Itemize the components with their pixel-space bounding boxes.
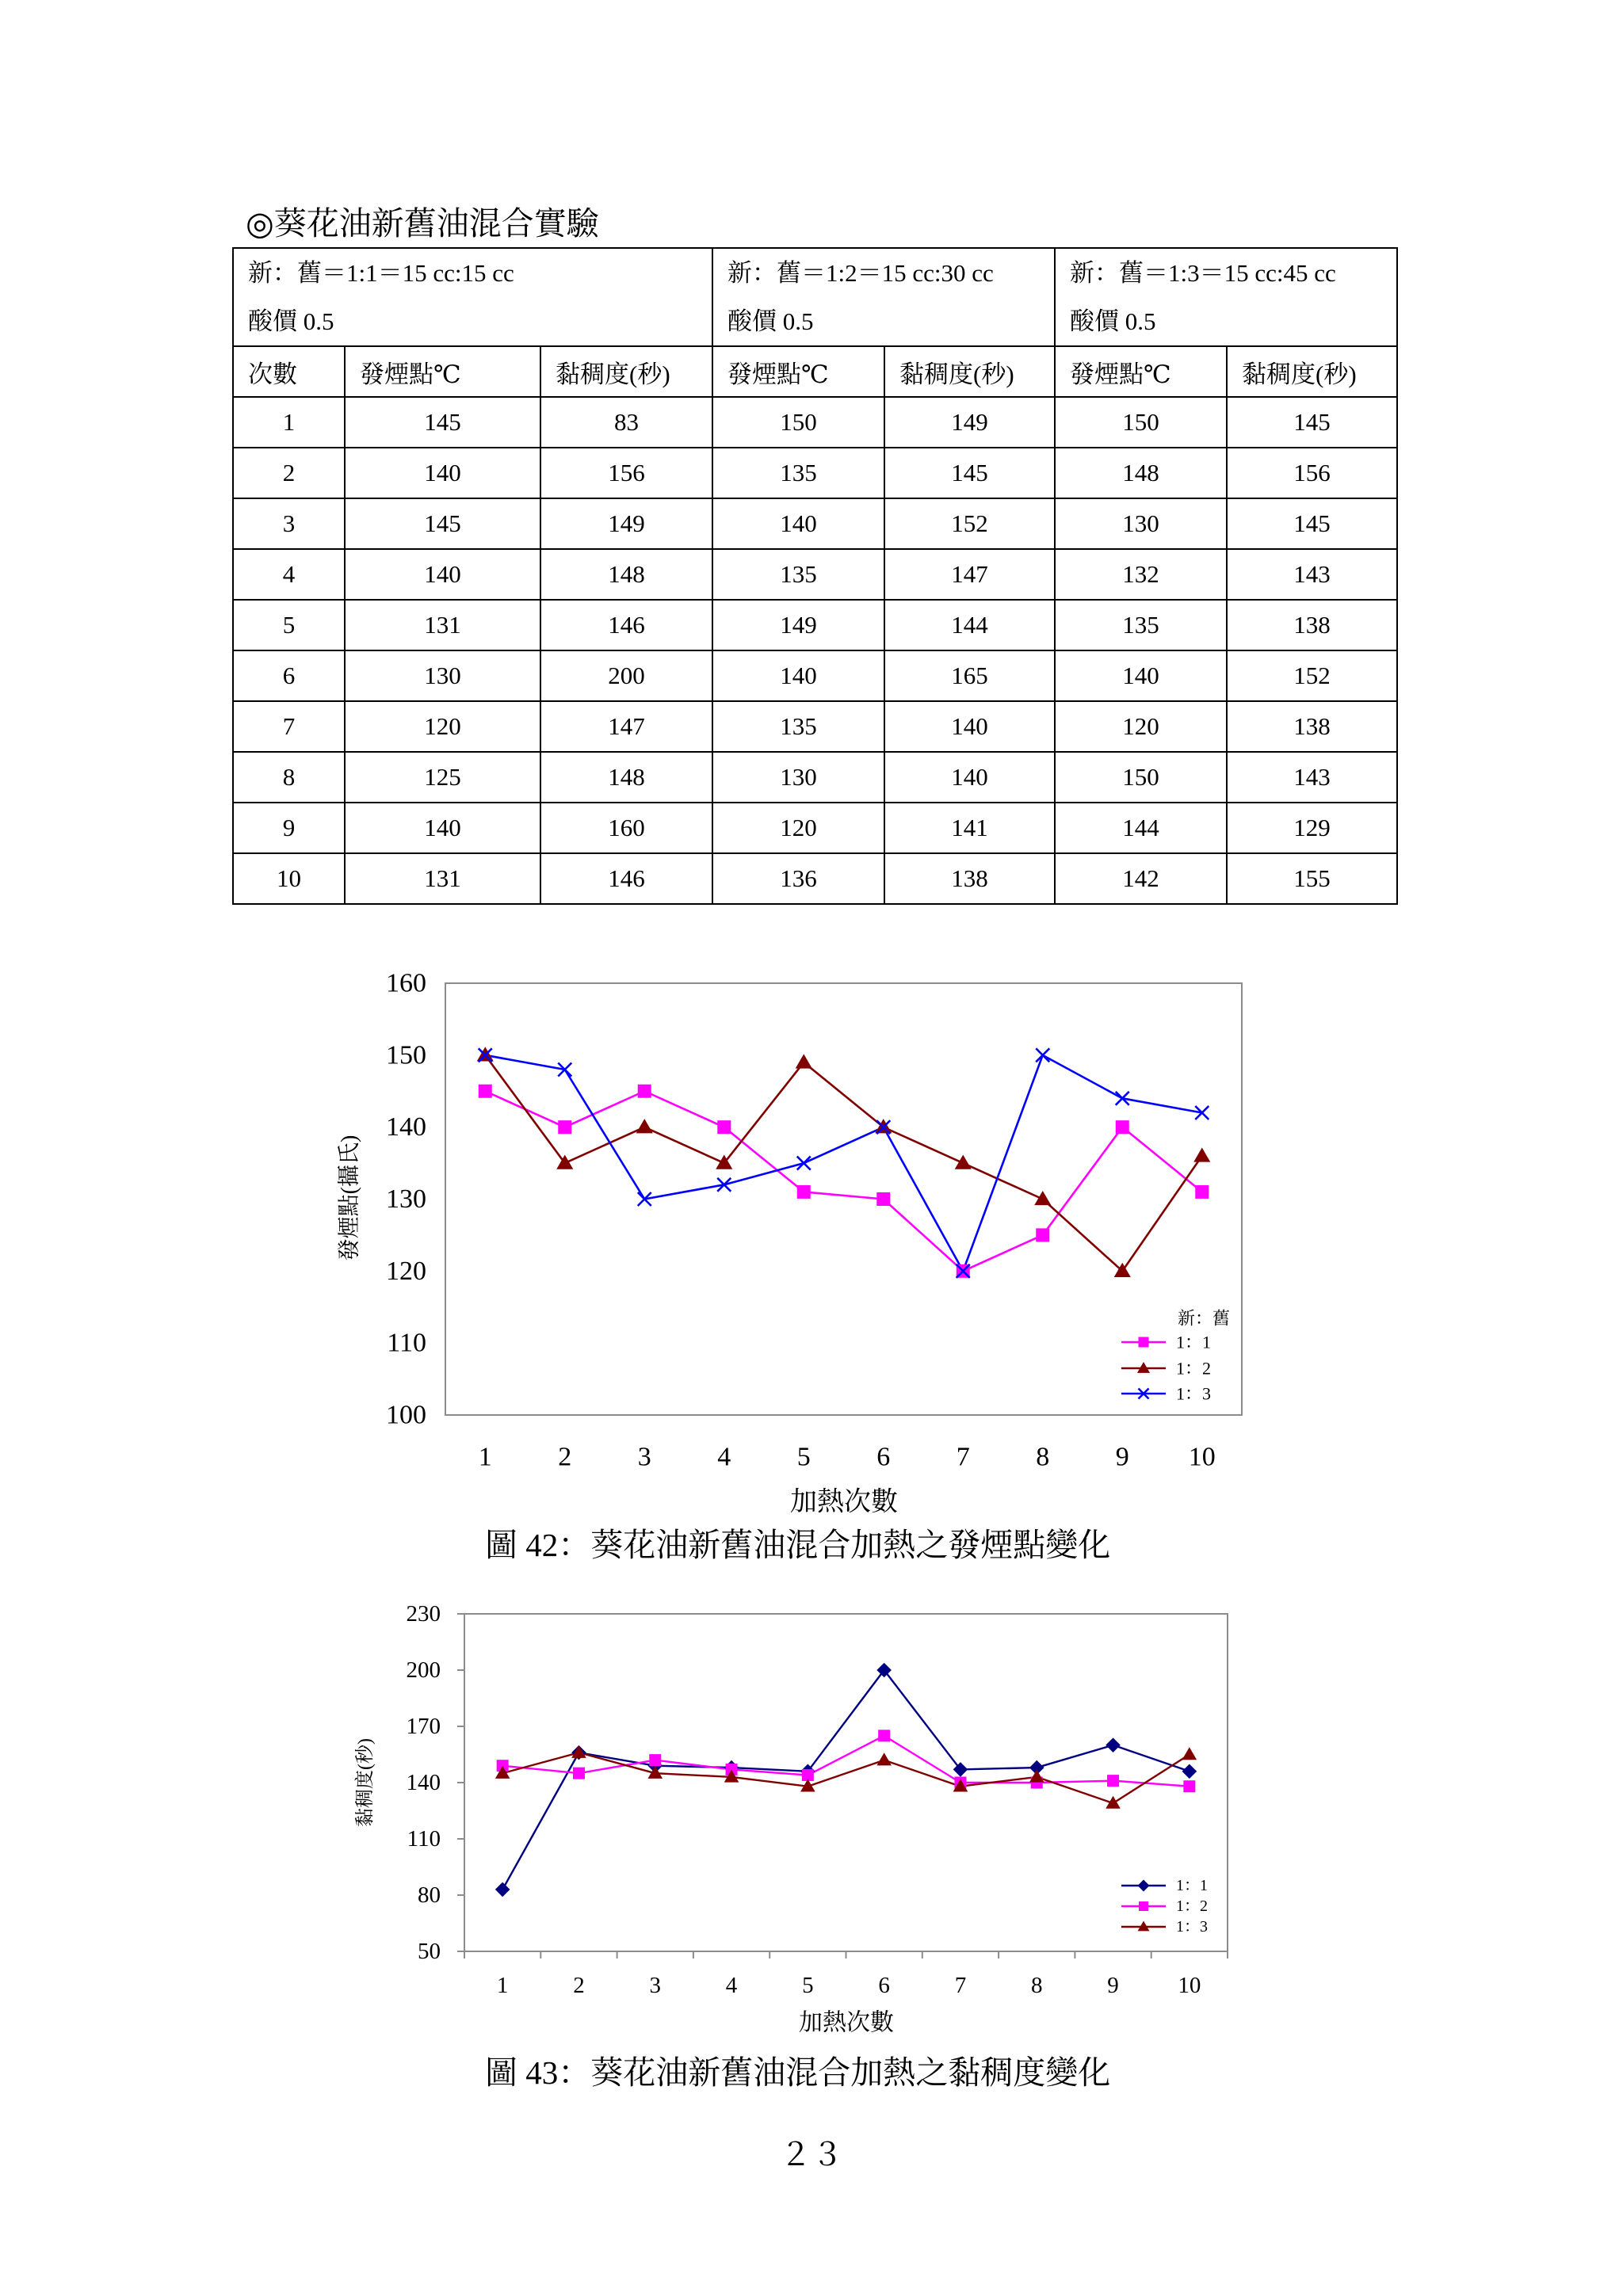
mix-ratio-label: 新：舊＝1:1＝15 cc:15 cc [248, 259, 514, 287]
viscosity-legend-label: 1：1 [1176, 1877, 1208, 1894]
viscosity-cell: 138 [1227, 600, 1397, 650]
smoke-point-series-2-point [636, 1119, 653, 1133]
smoke-point-series-1-point [479, 1085, 492, 1098]
table-row [233, 397, 1397, 448]
smoke-point-cell: 140 [1055, 650, 1227, 701]
column-header-smoke-point: 發煙點℃ [1055, 346, 1227, 397]
smoke-point-series-2-point [955, 1155, 972, 1169]
viscosity-x-tick-label: 7 [954, 1973, 967, 1998]
viscosity-legend-marker [1139, 1901, 1148, 1911]
smoke-point-x-tick-label: 9 [1115, 1442, 1129, 1472]
smoke-point-series-3-point [1036, 1048, 1049, 1062]
smoke-point-cell: 145 [345, 397, 540, 448]
viscosity-x-tick-label: 1 [496, 1973, 509, 1998]
trial-number-cell: 6 [233, 650, 345, 701]
viscosity-y-tick-label: 170 [406, 1714, 441, 1739]
smoke-point-series-3-line [485, 1055, 1202, 1272]
smoke-point-x-tick-label: 2 [558, 1442, 572, 1472]
column-header-trial: 次數 [233, 346, 345, 397]
viscosity-series-2-point [878, 1730, 890, 1741]
viscosity-legend-marker [1138, 1880, 1150, 1892]
smoke-point-cell: 120 [345, 701, 540, 752]
smoke-point-y-tick-label: 140 [386, 1112, 426, 1142]
smoke-point-y-tick-label: 160 [386, 968, 426, 998]
smoke-point-x-tick-label: 1 [478, 1442, 492, 1472]
viscosity-cell: 200 [540, 650, 712, 701]
smoke-point-y-tick-label: 110 [387, 1328, 426, 1358]
trial-number-cell: 4 [233, 549, 345, 600]
viscosity-cell: 145 [1227, 397, 1397, 448]
smoke-point-series-1-point [717, 1120, 731, 1134]
smoke-point-cell: 125 [345, 752, 540, 803]
viscosity-x-tick-label: 8 [1031, 1973, 1043, 1998]
smoke-point-series-1-line [485, 1091, 1202, 1271]
viscosity-cell: 149 [540, 498, 712, 549]
viscosity-cell: 144 [884, 600, 1055, 650]
smoke-point-cell: 130 [712, 752, 884, 803]
viscosity-cell: 83 [540, 397, 712, 448]
smoke-point-y-tick-label: 120 [386, 1256, 426, 1286]
smoke-point-x-tick-label: 7 [956, 1442, 970, 1472]
table-row [233, 752, 1397, 803]
smoke-point-cell: 145 [345, 498, 540, 549]
smoke-point-cell: 150 [712, 397, 884, 448]
viscosity-series-2-line [502, 1736, 1190, 1787]
viscosity-series-1-point [1106, 1737, 1121, 1753]
viscosity-cell: 165 [884, 650, 1055, 701]
smoke-point-cell: 131 [345, 853, 540, 904]
viscosity-series-1-line [502, 1670, 1190, 1890]
trial-number-cell: 5 [233, 600, 345, 650]
table-row [233, 803, 1397, 853]
group-header-ratio-1-3 [1055, 248, 1397, 346]
smoke-point-cell: 140 [345, 549, 540, 600]
smoke-point-legend-label: 1：3 [1176, 1383, 1212, 1404]
acid-value-label: 酸價 0.5 [248, 307, 334, 335]
smoke-point-series-1-point [797, 1185, 811, 1199]
viscosity-x-tick-label: 10 [1178, 1973, 1201, 1998]
column-header-viscosity: 黏稠度(秒) [884, 346, 1055, 397]
trial-number-cell: 2 [233, 448, 345, 498]
viscosity-cell: 146 [540, 600, 712, 650]
trial-number-cell: 3 [233, 498, 345, 549]
smoke-point-chart [317, 963, 1268, 1521]
smoke-point-series-1-point [1195, 1185, 1209, 1199]
viscosity-y-tick-label: 140 [406, 1770, 441, 1795]
viscosity-series-3-point [876, 1753, 892, 1765]
group-header-ratio-1-1 [233, 248, 712, 346]
smoke-point-cell: 140 [712, 498, 884, 549]
column-header-viscosity: 黏稠度(秒) [1227, 346, 1397, 397]
smoke-point-series-2-point [1193, 1147, 1210, 1161]
smoke-point-cell: 140 [345, 803, 540, 853]
viscosity-cell: 140 [884, 752, 1055, 803]
smoke-point-cell: 131 [345, 600, 540, 650]
viscosity-series-2-point [649, 1754, 661, 1766]
smoke-point-cell: 148 [1055, 448, 1227, 498]
smoke-point-cell: 135 [712, 701, 884, 752]
smoke-point-series-1-point [1116, 1120, 1129, 1134]
smoke-point-y-tick-label: 130 [386, 1184, 426, 1214]
table-row [233, 448, 1397, 498]
viscosity-cell: 152 [1227, 650, 1397, 701]
smoke-point-x-tick-label: 5 [796, 1442, 811, 1472]
viscosity-x-tick-label: 3 [649, 1973, 661, 1998]
smoke-point-cell: 132 [1055, 549, 1227, 600]
viscosity-x-tick-label: 2 [573, 1973, 585, 1998]
smoke-point-y-tick-label: 100 [386, 1400, 426, 1430]
smoke-point-series-2-point [796, 1054, 812, 1068]
smoke-point-plot-area [445, 983, 1242, 1415]
smoke-point-x-tick-label: 3 [637, 1442, 651, 1472]
smoke-point-cell: 135 [712, 549, 884, 600]
column-header-viscosity: 黏稠度(秒) [540, 346, 712, 397]
viscosity-cell: 149 [884, 397, 1055, 448]
mix-ratio-label: 新：舊＝1:2＝15 cc:30 cc [727, 259, 994, 287]
trial-number-cell: 1 [233, 397, 345, 448]
smoke-point-cell: 142 [1055, 853, 1227, 904]
smoke-point-cell: 144 [1055, 803, 1227, 853]
smoke-point-cell: 140 [345, 448, 540, 498]
viscosity-cell: 141 [884, 803, 1055, 853]
smoke-point-series-1-point [638, 1085, 651, 1098]
smoke-point-series-2-line [485, 1055, 1202, 1272]
viscosity-cell: 146 [540, 853, 712, 904]
smoke-point-cell: 150 [1055, 397, 1227, 448]
smoke-point-legend-marker [1139, 1337, 1149, 1348]
group-header-ratio-1-2 [712, 248, 1055, 346]
figure-42-caption: 圖 42：葵花油新舊油混合加熱之發煙點變化 [485, 1527, 1111, 1563]
smoke-point-y-tick-label: 150 [386, 1040, 426, 1070]
smoke-point-cell: 120 [1055, 701, 1227, 752]
trial-number-cell: 9 [233, 803, 345, 853]
table-row [233, 650, 1397, 701]
table-row [233, 600, 1397, 650]
smoke-point-legend-label: 1：2 [1176, 1358, 1212, 1379]
viscosity-y-tick-label: 110 [407, 1826, 441, 1852]
page-number: ２３ [780, 2137, 843, 2172]
smoke-point-series-3-point [797, 1157, 811, 1170]
group-header-row [233, 248, 1397, 346]
viscosity-cell: 143 [1227, 549, 1397, 600]
smoke-point-cell: 130 [1055, 498, 1227, 549]
table-body [233, 397, 1397, 904]
viscosity-cell: 156 [1227, 448, 1397, 498]
smoke-point-series-2-point [1034, 1191, 1051, 1205]
viscosity-x-tick-label: 4 [725, 1973, 738, 1998]
table-row [233, 701, 1397, 752]
viscosity-cell: 148 [540, 752, 712, 803]
smoke-point-legend-title: 新：舊 [1177, 1308, 1231, 1329]
smoke-point-cell: 149 [712, 600, 884, 650]
viscosity-series-3-point [1029, 1770, 1044, 1783]
column-header-smoke-point: 發煙點℃ [345, 346, 540, 397]
viscosity-series-1-point [495, 1882, 510, 1897]
table-row [233, 853, 1397, 904]
smoke-point-series-2-point [556, 1155, 573, 1169]
trial-number-cell: 7 [233, 701, 345, 752]
viscosity-y-tick-label: 80 [418, 1882, 441, 1908]
viscosity-cell: 147 [884, 549, 1055, 600]
viscosity-x-tick-label: 5 [802, 1973, 814, 1998]
mix-ratio-label: 新：舊＝1:3＝15 cc:45 cc [1070, 259, 1336, 287]
smoke-point-x-tick-label: 8 [1036, 1442, 1050, 1472]
viscosity-series-3-line [502, 1753, 1190, 1803]
smoke-point-cell: 135 [1055, 600, 1227, 650]
viscosity-cell: 143 [1227, 752, 1397, 803]
smoke-point-cell: 130 [345, 650, 540, 701]
viscosity-cell: 147 [540, 701, 712, 752]
viscosity-chart [333, 1592, 1252, 2044]
smoke-point-cell: 135 [712, 448, 884, 498]
viscosity-legend-label: 1：3 [1176, 1918, 1208, 1936]
viscosity-x-tick-label: 9 [1107, 1973, 1119, 1998]
viscosity-series-2-point [573, 1768, 585, 1779]
viscosity-series-2-point [1183, 1780, 1195, 1792]
viscosity-cell: 152 [884, 498, 1055, 549]
table-row [233, 498, 1397, 549]
viscosity-cell: 138 [1227, 701, 1397, 752]
viscosity-cell: 140 [884, 701, 1055, 752]
smoke-point-series-1-point [1036, 1228, 1049, 1241]
viscosity-y-tick-label: 50 [418, 1939, 441, 1964]
viscosity-y-tick-label: 230 [406, 1601, 441, 1627]
smoke-point-legend-label: 1：1 [1176, 1332, 1212, 1352]
viscosity-cell: 138 [884, 853, 1055, 904]
viscosity-cell: 160 [540, 803, 712, 853]
viscosity-y-tick-label: 200 [406, 1657, 441, 1683]
viscosity-cell: 148 [540, 549, 712, 600]
viscosity-x-tick-label: 6 [878, 1973, 890, 1998]
smoke-point-cell: 136 [712, 853, 884, 904]
acid-value-label: 酸價 0.5 [1070, 307, 1156, 335]
viscosity-x-axis-title: 加熱次數 [799, 2009, 894, 2036]
smoke-point-x-tick-label: 4 [717, 1442, 731, 1472]
smoke-point-y-axis-title: 發煙點(攝氏) [337, 1135, 362, 1261]
figure-43-caption: 圖 43：葵花油新舊油混合加熱之黏稠度變化 [485, 2054, 1111, 2091]
smoke-point-cell: 150 [1055, 752, 1227, 803]
viscosity-cell: 156 [540, 448, 712, 498]
smoke-point-x-tick-label: 10 [1188, 1442, 1216, 1472]
viscosity-legend-label: 1：2 [1176, 1897, 1208, 1915]
viscosity-cell: 145 [1227, 498, 1397, 549]
viscosity-cell: 129 [1227, 803, 1397, 853]
column-header-row [233, 346, 1397, 397]
mixing-experiment-table [232, 247, 1398, 905]
section-title: ◎葵花油新舊油混合實驗 [246, 205, 599, 242]
viscosity-y-axis-title: 黏稠度(秒) [355, 1738, 376, 1827]
smoke-point-cell: 140 [712, 650, 884, 701]
table-row [233, 549, 1397, 600]
viscosity-cell: 155 [1227, 853, 1397, 904]
trial-number-cell: 8 [233, 752, 345, 803]
smoke-point-cell: 120 [712, 803, 884, 853]
viscosity-series-3-point [1182, 1747, 1197, 1760]
smoke-point-x-axis-title: 加熱次數 [790, 1487, 898, 1517]
viscosity-series-2-point [1107, 1775, 1119, 1787]
viscosity-series-1-point [1182, 1764, 1197, 1779]
smoke-point-x-tick-label: 6 [876, 1442, 891, 1472]
column-header-smoke-point: 發煙點℃ [712, 346, 884, 397]
acid-value-label: 酸價 0.5 [727, 307, 814, 335]
smoke-point-series-1-point [876, 1192, 890, 1206]
smoke-point-series-1-point [558, 1120, 571, 1134]
trial-number-cell: 10 [233, 853, 345, 904]
viscosity-cell: 145 [884, 448, 1055, 498]
